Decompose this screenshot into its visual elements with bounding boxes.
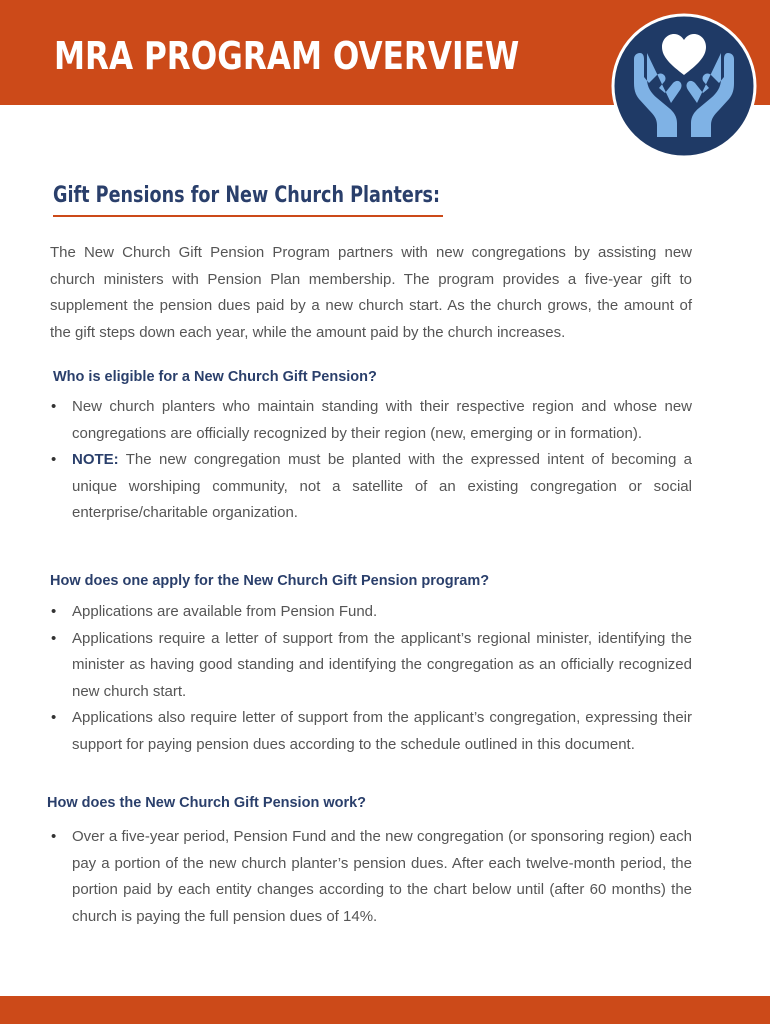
list-item-note bbox=[50, 447, 692, 527]
heading-underline bbox=[53, 215, 443, 217]
question-eligibility: Who is eligible for a New Church Gift Pension? bbox=[53, 369, 377, 385]
list-item: • New church planters who maintain standing with their respective region and whose new congregations are officially recognized by their region (new, emerging or in formation). bbox=[50, 394, 692, 447]
apply-list bbox=[50, 599, 692, 758]
list-item: • Applications also require letter of support from the applicant’s congregation, expressing their support for paying pension dues according to the schedule outlined in this document. bbox=[50, 705, 692, 758]
list-item: • Applications are available from Pension Fund. bbox=[50, 599, 692, 626]
question-apply: How does one apply for the New Church Gift Pension program? bbox=[50, 573, 490, 589]
list-item: • Over a five-year period, Pension Fund and the new congregation (or sponsoring region) each pay a portion of the new church planter’s pension dues. After each twelve-month period, the portion paid by each entity changes according to the chart below until (after 60 months) the church is paying the full pension dues of 14%. bbox=[50, 824, 692, 930]
list-item: • Applications require a letter of support from the applicant’s regional minister, identifying the minister as having good standing and identifying the congregation as an officially recognized new church start. bbox=[50, 626, 692, 706]
hands-heart-icon bbox=[611, 13, 757, 159]
question-how-it-works: How does the New Church Gift Pension work? bbox=[47, 795, 367, 811]
how-it-works-list bbox=[50, 824, 692, 930]
page-title: MRA PROGRAM OVERVIEW bbox=[54, 34, 520, 78]
note-text: The new congregation must be planted with the expressed intent of becoming a unique worshiping community, not a satellite of an existing congregation or social enterprise/charitable organization. bbox=[72, 451, 692, 521]
eligibility-list bbox=[50, 394, 692, 527]
note-label: NOTE: bbox=[72, 451, 119, 468]
intro-paragraph: The New Church Gift Pension Program partners with new congregations by assisting new church ministers with Pension Plan membership. The program provides a five-year gift to supplement the pension dues paid by a new church start. As the church grows, the amount of the gift steps down each year, while the amount paid by the church increases. bbox=[50, 244, 692, 341]
section-heading: Gift Pensions for New Church Planters: bbox=[53, 183, 441, 208]
footer-band bbox=[0, 996, 770, 1024]
